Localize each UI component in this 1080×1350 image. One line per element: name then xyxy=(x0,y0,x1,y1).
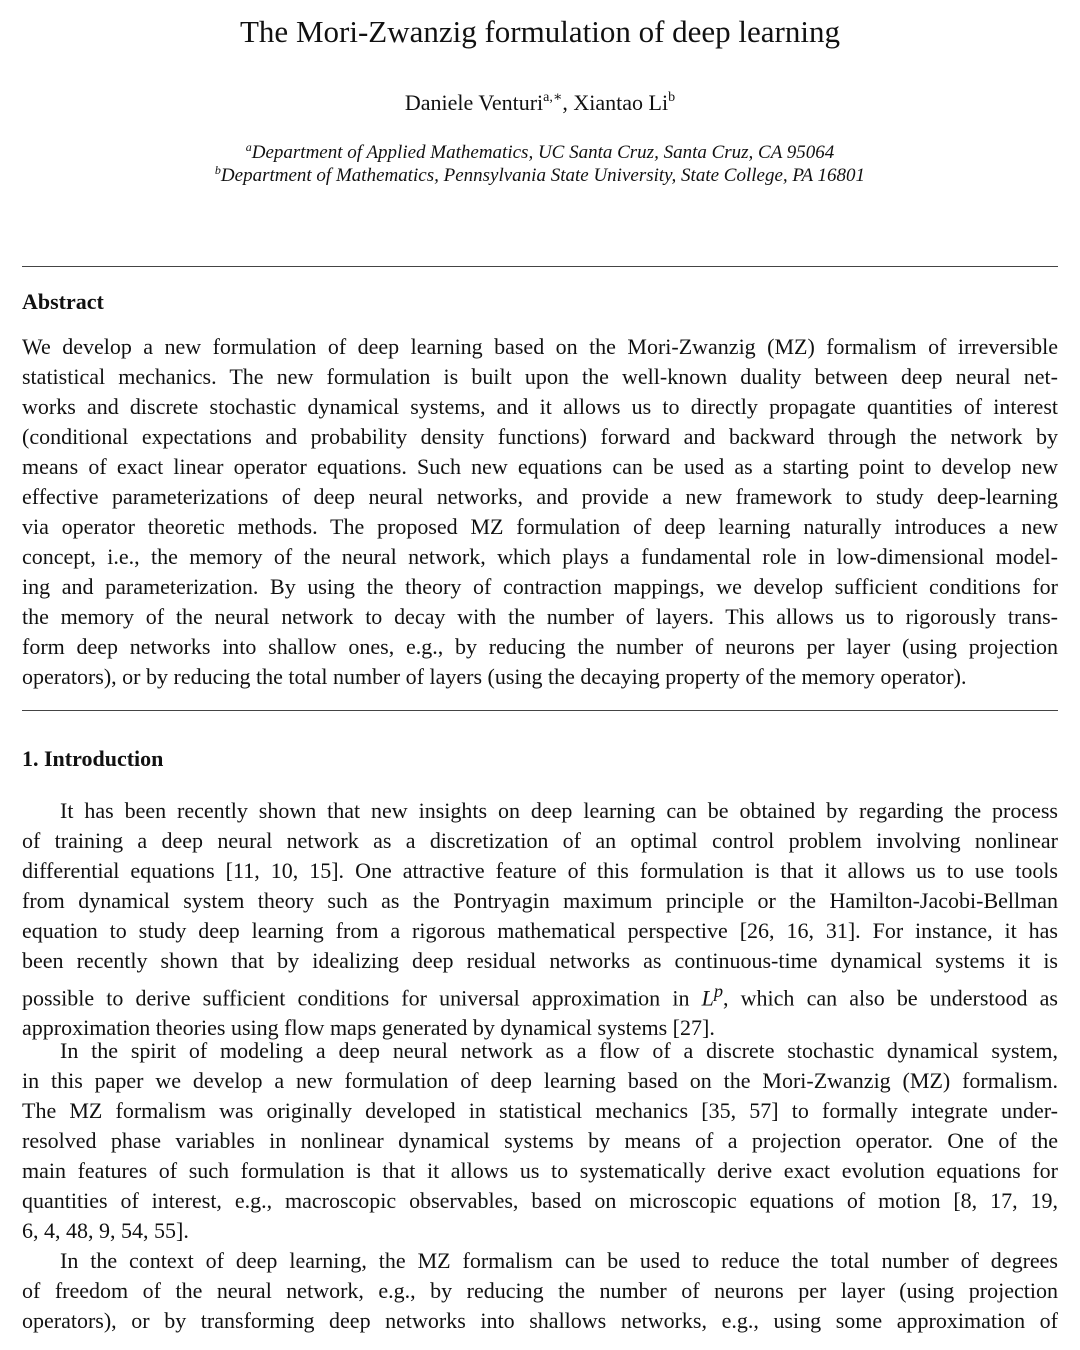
abstract-line: operators), or by reducing the total number of layers (using the decaying property of the memory operator). xyxy=(22,664,967,689)
paragraph-line: In the spirit of modeling a deep neural network as a flow of a discrete stochastic dynamical system, xyxy=(60,1038,1058,1063)
abstract-line: form deep networks into shallow ones, e.g., by reducing the number of neurons per layer (using projection xyxy=(22,634,1058,659)
paragraph-line: been recently shown that by idealizing deep residual networks as continuous-time dynamical systems it is xyxy=(22,948,1058,973)
paragraph-line: 6, 4, 48, 9, 54, 55]. xyxy=(22,1218,189,1243)
affiliation-b-mark: b xyxy=(214,163,221,177)
abstract-line: We develop a new formulation of deep learning based on the Mori-Zwanzig (MZ) formalism of irreversible xyxy=(22,334,1058,359)
abstract-line: works and discrete stochastic dynamical systems, and it allows us to directly propagate quantities of interest xyxy=(22,394,1058,419)
abstract-heading: Abstract xyxy=(22,289,104,314)
intro-paragraph-3 xyxy=(22,1246,1058,1336)
abstract-line: (conditional expectations and probability density functions) forward and backward through the network by xyxy=(22,424,1058,449)
author-line xyxy=(22,90,1058,116)
paragraph-line: of freedom of the neural network, e.g., by reducing the number of neurons per layer (using projection xyxy=(22,1278,1058,1303)
affiliation-a-mark: a xyxy=(245,140,252,154)
math-symbol-L: L xyxy=(701,985,714,1011)
paragraph-line: The MZ formalism was originally developed in statistical mechanics [35, 57] to formally integrate under- xyxy=(22,1098,1058,1123)
author-1: Daniele Venturi xyxy=(404,90,544,115)
affiliation-b-text: Department of Mathematics, Pennsylvania State University, State College, PA 16801 xyxy=(220,165,866,186)
paragraph-line: main features of such formulation is that it allows us to systematically derive exact evolution equations for xyxy=(22,1158,1058,1183)
author-2-marks: b xyxy=(668,90,676,105)
paragraph-line-math xyxy=(22,976,1058,1013)
author-1-marks: a,∗ xyxy=(543,90,563,105)
paragraph-line: differential equations [11, 10, 15]. One attractive feature of this formulation is that it allows us to use tools xyxy=(22,858,1058,883)
abstract-line: effective parameterizations of deep neural networks, and provide a new framework to study deep-learning xyxy=(22,484,1058,509)
affiliation-a xyxy=(22,142,1058,164)
abstract-line: the memory of the neural network to decay with the number of layers. This allows us to rigorously trans- xyxy=(22,604,1058,629)
abstract-top-rule xyxy=(22,266,1058,267)
abstract-line: ing and parameterization. By using the theory of contraction mappings, we develop sufficient conditions for xyxy=(22,574,1058,599)
author-separator: , xyxy=(562,90,574,115)
abstract-line: means of exact linear operator equations. Such new equations can be used as a starting point to develop new xyxy=(22,454,1058,479)
abstract-line: concept, i.e., the memory of the neural network, which plays a fundamental role in low-dimensional model- xyxy=(22,544,1058,569)
paragraph-line: in this paper we develop a new formulation of deep learning based on the Mori-Zwanzig (MZ) formalism. xyxy=(22,1068,1058,1093)
abstract-body xyxy=(22,332,1058,692)
affiliation-b xyxy=(22,165,1058,187)
text-segment: possible to derive sufficient conditions for universal approximation in xyxy=(22,985,702,1011)
paper-title: The Mori-Zwanzig formulation of deep learning xyxy=(240,14,840,49)
intro-paragraph-1 xyxy=(22,796,1058,1043)
paragraph-line: quantities of interest, e.g., macroscopic observables, based on microscopic equations of motion [8, 17, 19, xyxy=(22,1188,1058,1213)
abstract-line: statistical mechanics. The new formulation is built upon the well-known duality between deep neural net- xyxy=(22,364,1058,389)
paragraph-line: resolved phase variables in nonlinear dynamical systems by means of a projection operator. One of the xyxy=(22,1128,1058,1153)
paragraph-line: It has been recently shown that new insights on deep learning can be obtained by regarding the process xyxy=(60,798,1058,823)
text-segment: , which can also be understood as xyxy=(723,985,1058,1011)
paragraph-line: In the context of deep learning, the MZ formalism can be used to reduce the total number of degrees xyxy=(60,1248,1058,1273)
paragraph-line: operators), or by transforming deep networks into shallows networks, e.g., using some approximation of xyxy=(22,1308,1058,1333)
paragraph-line: from dynamical system theory such as the Pontryagin maximum principle or the Hamilton-Jacobi-Bellman xyxy=(22,888,1058,913)
section-heading-introduction: 1. Introduction xyxy=(22,746,164,771)
abstract-bottom-rule xyxy=(22,710,1058,711)
author-2: Xiantao Li xyxy=(573,90,669,115)
affiliation-a-text: Department of Applied Mathematics, UC Santa Cruz, Santa Cruz, CA 95064 xyxy=(251,142,835,163)
paragraph-line: of training a deep neural network as a discretization of an optimal control problem involving nonlinear xyxy=(22,828,1058,853)
intro-paragraph-2 xyxy=(22,1036,1058,1246)
math-superscript-p: p xyxy=(713,981,724,1001)
paragraph-line: approximation theories using flow maps generated by dynamical systems [27]. xyxy=(22,1015,715,1041)
paragraph-line: equation to study deep learning from a rigorous mathematical perspective [26, 16, 31]. For instance, it has xyxy=(22,918,1058,943)
abstract-line: via operator theoretic methods. The proposed MZ formulation of deep learning naturally introduces a new xyxy=(22,514,1058,539)
